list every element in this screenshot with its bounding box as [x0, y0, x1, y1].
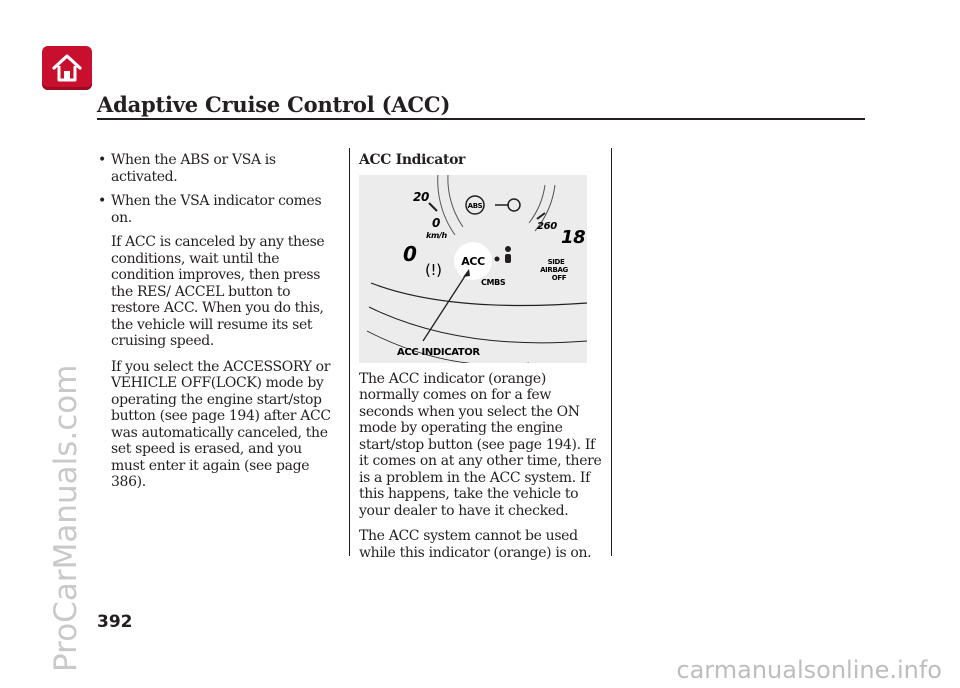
cmbs-indicator: CMBS [481, 277, 506, 287]
seatbelt-icon [495, 246, 512, 263]
tire-pressure-warning-icon: (!) [425, 260, 442, 279]
speed-unit: km/h [426, 230, 447, 240]
section-title: Adaptive Cruise Control (ACC) [97, 92, 451, 117]
title-divider [97, 118, 865, 120]
speed-label-20: 20 [413, 189, 429, 204]
side-airbag-line-2: AIRBAG [540, 265, 568, 274]
digital-readout-left: 0 [403, 241, 417, 266]
paragraph-set-speed-erased: If you select the ACCESSORY or VEHICLE OFF(LOCK) mode by operating the engine start/stop button (see page 194) after ACC was automatically canceled, the set speed is erased, and you must enter it again (see page 386). [111, 358, 331, 490]
column-divider-2 [611, 148, 612, 556]
watermark-procarmanuals: ProCarManuals.com [48, 364, 84, 672]
abs-icon: ABS [467, 201, 483, 210]
instrument-cluster-illustration [359, 175, 587, 363]
speed-label-260: 260 [537, 220, 557, 232]
side-airbag-line-3: OFF [551, 273, 567, 282]
paragraph-restore-acc: If ACC is canceled by any these conditions, wait until the condition improves, then press the RES/ ACCEL button to restore ACC. When you do this, the vehicle will resume its set cruising speed. [111, 234, 325, 349]
acc-indicator-lamp: ACC [461, 254, 485, 268]
column-divider-1 [349, 148, 350, 556]
left-column [97, 152, 339, 500]
right-column [359, 152, 605, 570]
watermark-carmanualsonline: carmanualsonline.info [676, 656, 942, 684]
callout-arrow [423, 273, 467, 341]
home-icon [51, 52, 83, 84]
home-button[interactable] [42, 46, 92, 90]
acc-indicator-callout-label: ACC INDICATOR [397, 346, 480, 358]
bullet-item-abs-vsa: • When the ABS or VSA is activated. [97, 152, 339, 185]
key-icon [495, 199, 520, 211]
paragraph-indicator-normal: The ACC indicator (orange) normally comes on for a few seconds when you select the ON mode by operating the engine start/stop button (see page 194). If it comes on at any other time, there is a problem in the ACC system. If this happens, take the vehicle to your dealer to have it checked. [359, 370, 602, 519]
bullet-item-vsa-indicator: • When the VSA indicator comes on. [97, 193, 339, 226]
side-airbag-line-1: SIDE [547, 257, 565, 266]
paragraph-indicator-on: The ACC system cannot be used while this indicator (orange) is on. [359, 528, 592, 561]
acc-indicator-heading: ACC Indicator [359, 152, 466, 168]
speed-label-0: 0 [432, 215, 440, 230]
page-number: 392 [97, 612, 133, 632]
acc-indicator-figure [359, 175, 587, 363]
digital-readout-right: 18 [561, 226, 586, 248]
